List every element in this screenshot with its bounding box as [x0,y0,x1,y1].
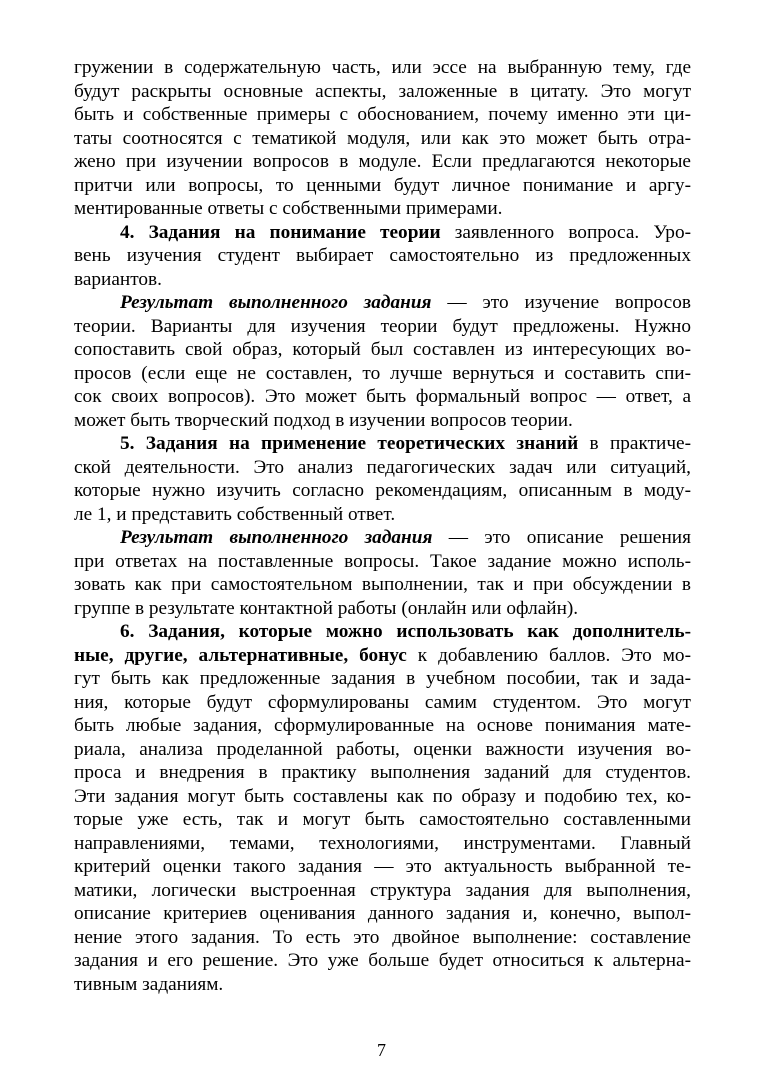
text-line: вариантов. [74,268,162,290]
text-line: вень изучения студент выбирает самостоятельно из предложенных [74,245,691,266]
text-line: притчи или вопросы, то ценными будут личное понимание и аргу- [74,174,691,196]
text-line: ле 1, и представить собственный ответ. [74,503,396,525]
paragraph-item-5 [74,432,691,526]
text-line: задания и его решение. Это уже больше будет относиться к альтерна- [74,950,691,971]
text-line: матики, логически выстроенная структура задания для выполнения, [74,879,691,901]
item-heading: 5. Задания на применение теоретических знаний [120,433,579,454]
text-line: 4. Задания на понимание теории заявленного вопроса. Уро- [120,221,692,243]
page-number: 7 [377,1040,386,1060]
item-heading: 4. Задания на понимание теории [120,221,441,243]
text-line: гут быть как предложенные задания в учебном пособии, так и зада- [74,668,691,689]
text-line: ментированные ответы с собственными примерами. [74,198,503,219]
text-line: ные, другие, альтернативные, бонус к добавлению баллов. Это мо- [74,644,691,666]
item-heading: 6. Задания, которые можно использовать как дополнитель- [120,621,691,642]
text-line: тивным заданиям. [74,973,224,995]
text-line: Результат выполненного задания — это изучение вопросов [120,292,691,313]
text-line: будут раскрыты основные аспекты, заложенные в цитату. Это могут [74,80,691,102]
paragraph-item-4 [74,221,691,292]
result-heading: Результат выполненного задания [120,527,433,548]
result-heading: Результат выполненного задания [120,292,432,313]
text-line: сок своих вопросов). Это может быть формальный вопрос — ответ, а [74,386,691,407]
text-line: ской деятельности. Это анализ педагогических задач или ситуаций, [74,456,691,478]
paragraph-continuation [74,56,691,221]
text-line: ния, которые будут сформулированы самим студентом. Это могут [74,691,691,713]
text-line: быть любые задания, сформулированные на основе понимания мате- [74,715,691,736]
text-line: проса и внедрения в практику выполнения заданий для студентов. [74,762,691,783]
text-line: направлениями, темами, технологиями, инструментами. Главный [74,832,691,854]
text-line: при ответах на поставленные вопросы. Такое задание можно исполь- [74,550,691,572]
text-line: которые нужно изучить согласно рекомендациям, описанным в моду- [74,480,691,501]
text-line: может быть творческий подход в изучении вопросов теории. [74,409,573,431]
text-line: риала, анализа проделанной работы, оценки важности изучения во- [74,738,691,760]
text-line: жено при изучении вопросов в модуле. Если предлагаются некоторые [74,151,691,172]
text-line: сопоставить свой образ, который был составлен из интересующих во- [74,339,691,360]
text-line: зовать как при самостоятельном выполнении, так и при обсуждении в [74,574,691,595]
text-line: таты соотносятся с тематикой модуля, или как это может быть отра- [74,127,691,149]
text-line: группе в результате контактной работы (онлайн или офлайн). [74,597,579,619]
text-line: 5. Задания на применение теоретических знаний в практиче- [120,433,691,454]
text-line: Результат выполненного задания — это описание решения [120,527,691,548]
text-line: торые уже есть, так и могут быть самостоятельно составленными [74,809,691,830]
body-text [74,56,691,996]
text-line: описание критериев оценивания данного задания и, конечно, выпол- [74,903,691,924]
text-line: критерий оценки такого задания — это актуальность выбранной те- [74,856,691,877]
text-line: Эти задания могут быть составлены как по образу и подобию тех, ко- [74,785,691,807]
paragraph-item-6 [74,620,691,996]
item-heading-cont: ные, другие, альтернативные, бонус [74,644,407,666]
paragraph-result-1 [74,291,691,432]
paragraph-result-2 [74,526,691,620]
text-line: быть и собственные примеры с обоснованием, почему именно эти ци- [74,104,691,125]
text-line: нение этого задания. То есть это двойное выполнение: составление [74,926,691,948]
text-line: гружении в содержательную часть, или эссе на выбранную тему, где [74,57,691,78]
text-line: просов (если еще не составлен, то лучше вернуться и составить спи- [74,362,691,384]
text-line: теории. Варианты для изучения теории будут предложены. Нужно [74,315,691,337]
